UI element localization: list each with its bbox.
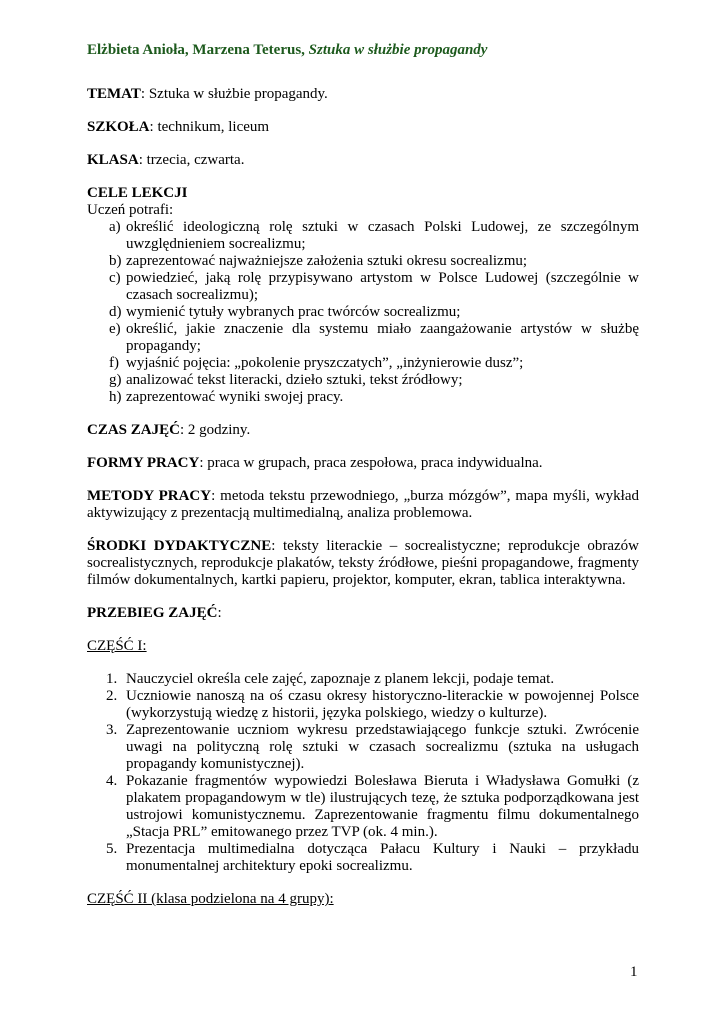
list-marker: 3. (106, 722, 118, 738)
list-text: Zaprezentowanie uczniom wykresu przedstawiającego funkcje sztuki. Zwrócenie uwagi na polityczną rolę sztuki w czasach socrealizmu (sztuka na usługach propagandy komunistycznej). (126, 722, 639, 772)
list-item (87, 304, 639, 321)
temat-value: : Sztuka w służbie propagandy. (140, 86, 328, 102)
list-text: Prezentacja multimedialna dotycząca Pałacu Kultury i Nauki – przykładu monumentalnej architektury epoki socrealizmu. (126, 841, 639, 874)
list-marker: b) (109, 253, 122, 269)
list-text: wymienić tytuły wybranych prac twórców socrealizmu; (126, 304, 461, 320)
temat-line (87, 86, 639, 103)
czas-line (87, 422, 639, 439)
header-title: Sztuka w służbie propagandy (308, 42, 488, 58)
page-number: 1 (630, 964, 638, 980)
srodki-value: : teksty literackie – socrealistyczne; reprodukcje obrazów socrealistycznych, reprodukcje plakatów, teksty źródłowe, pieśni propagandowe, fragmenty filmów dokumentalnych, kartki papieru, projektor, komputer, ekran, tablica interaktywna. (87, 538, 639, 588)
list-marker: g) (109, 372, 122, 388)
przebieg-value: : (217, 605, 222, 621)
cele-section (87, 185, 639, 406)
list-text: powiedzieć, jaką rolę przypisywano artystom w Polsce Ludowej (szczególnie w czasach socrealizmu); (126, 270, 639, 303)
szkola-line (87, 119, 639, 136)
list-marker: a) (109, 219, 121, 235)
list-marker: h) (109, 389, 122, 405)
metody-paragraph (87, 488, 639, 522)
list-text: zaprezentować najważniejsze założenia sztuki okresu socrealizmu; (126, 253, 528, 269)
list-item (87, 321, 639, 355)
szkola-value: : technikum, liceum (149, 119, 270, 135)
list-text: Pokazanie fragmentów wypowiedzi Bolesława Bieruta i Władysława Gomułki (z plakatem propagandowym w tle) ilustrujących tezę, że sztuka podporządkowana jest ustrojowi komunistycznemu. Zaprezentowanie fragmentu filmu dokumentalnego „Stacja PRL” emitowanego przez TVP (ok. 4 min.). (126, 773, 639, 840)
list-item (87, 722, 639, 773)
przebieg-label: PRZEBIEG ZAJĘĆ (87, 605, 218, 621)
list-item (87, 253, 639, 270)
list-marker: d) (109, 304, 122, 320)
list-text: określić, jakie znaczenie dla systemu miało zaangażowanie artystów w służbę propagandy; (126, 321, 639, 354)
list-marker: 1. (106, 671, 118, 687)
list-marker: 5. (106, 841, 118, 857)
list-marker: 2. (106, 688, 118, 704)
czas-label: CZAS ZAJĘĆ (87, 422, 180, 438)
list-item (87, 773, 639, 841)
metody-value: : metoda tekstu przewodniego, „burza mózgów”, mapa myśli, wykład aktywizujący z prezentacją multimedialną, analiza problemowa. (87, 488, 639, 521)
cele-intro: Uczeń potrafi: (87, 202, 174, 218)
list-marker: f) (109, 355, 119, 371)
czesc1-list (87, 671, 639, 875)
klasa-value: : trzecia, czwarta. (138, 152, 245, 168)
klasa-label: KLASA (87, 152, 139, 168)
formy-label: FORMY PRACY (87, 455, 200, 471)
list-item (87, 355, 639, 372)
list-item (87, 219, 639, 253)
formy-value: : praca w grupach, praca zespołowa, praca indywidualna. (199, 455, 543, 471)
list-marker: e) (109, 321, 121, 337)
cele-heading: CELE LEKCJI (87, 185, 188, 201)
klasa-line (87, 152, 639, 169)
running-header (87, 42, 487, 59)
list-item (87, 671, 639, 688)
list-item (87, 688, 639, 722)
list-item (87, 841, 639, 875)
szkola-label: SZKOŁA (87, 119, 150, 135)
przebieg-line (87, 605, 639, 622)
list-item (87, 270, 639, 304)
list-item (87, 389, 639, 406)
list-text: Uczniowie nanoszą na oś czasu okresy historyczno-literackie w powojennej Polsce (wykorzystują wiedzę z historii, języka polskiego, wiedzy o kulturze). (126, 688, 639, 721)
metody-label: METODY PRACY (87, 488, 212, 504)
czesc1-heading: CZĘŚĆ I: (87, 638, 147, 654)
list-text: zaprezentować wyniki swojej pracy. (126, 389, 344, 405)
list-marker: 4. (106, 773, 118, 789)
formy-line (87, 455, 639, 472)
header-authors: Elżbieta Anioła, Marzena Teterus, (87, 42, 309, 58)
list-marker: c) (109, 270, 121, 286)
list-text: określić ideologiczną rolę sztuki w czasach Polski Ludowej, ze szczególnym uwzględnieniem socrealizmu; (126, 219, 639, 252)
list-text: Nauczyciel określa cele zajęć, zapoznaje z planem lekcji, podaje temat. (126, 671, 555, 687)
list-item (87, 372, 639, 389)
srodki-paragraph (87, 538, 639, 589)
list-text: wyjaśnić pojęcia: „pokolenie pryszczatych”, „inżynierowie dusz”; (126, 355, 524, 371)
czesc2-heading: CZĘŚĆ II (klasa podzielona na 4 grupy): (87, 891, 334, 907)
temat-label: TEMAT (87, 86, 141, 102)
czas-value: : 2 godziny. (179, 422, 251, 438)
document-body (87, 86, 639, 924)
list-text: analizować tekst literacki, dzieło sztuki, tekst źródłowy; (126, 372, 463, 388)
srodki-label: ŚRODKI DYDAKTYCZNE (87, 538, 272, 554)
cele-list (87, 219, 639, 406)
